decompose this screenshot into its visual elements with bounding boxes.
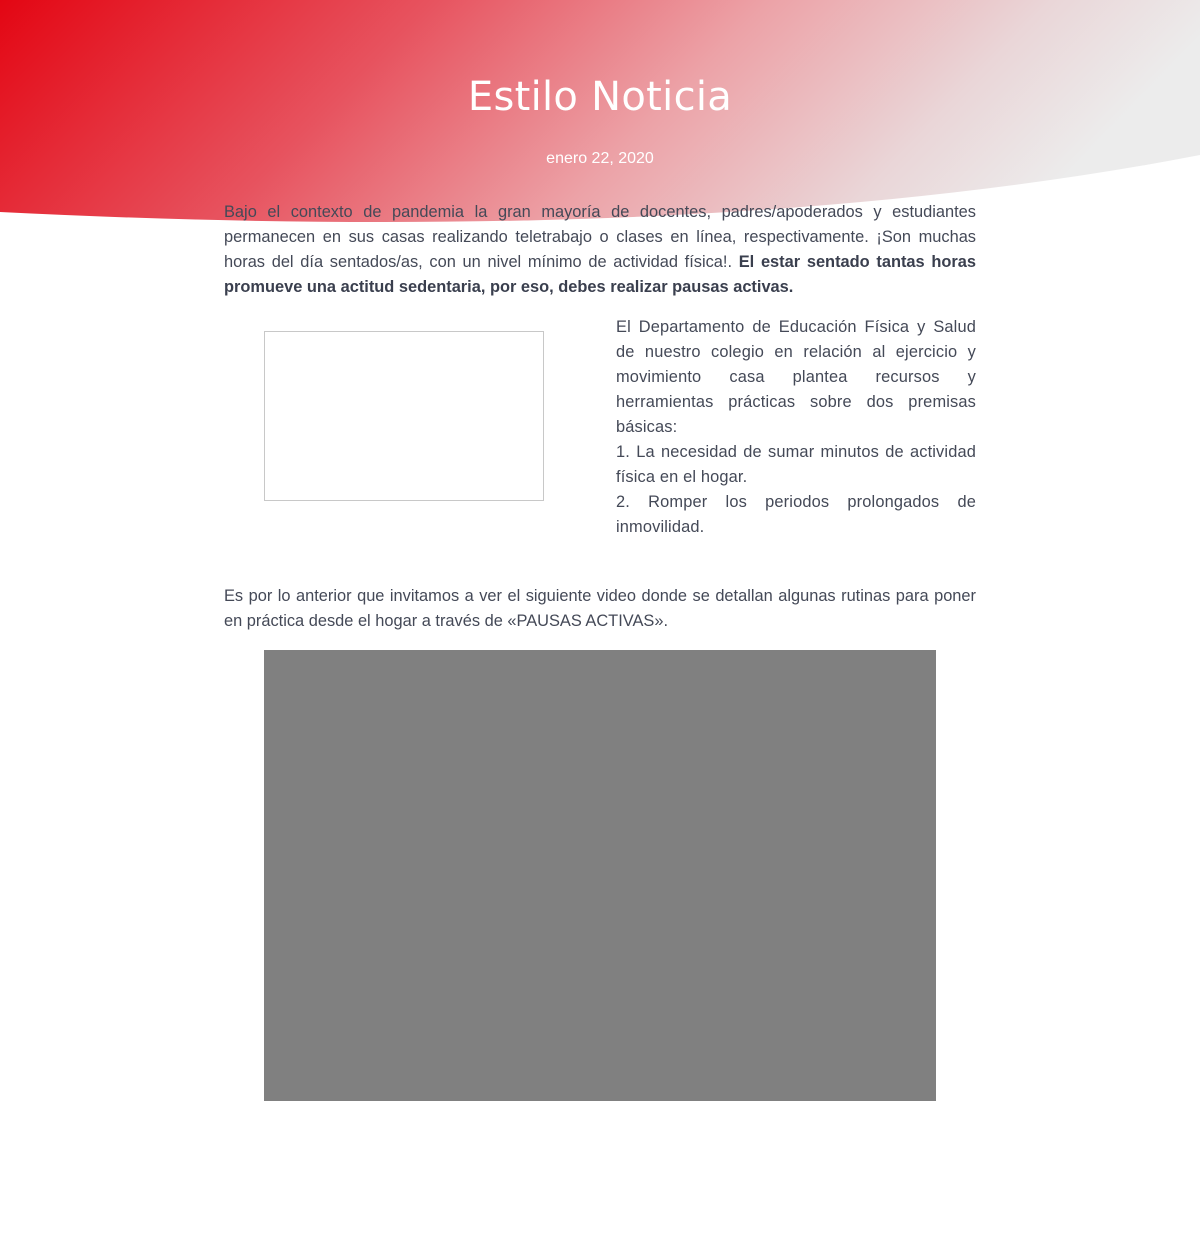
side-text-column xyxy=(616,315,976,540)
video-embed[interactable] xyxy=(264,650,936,1101)
premise-item-1: 1. La necesidad de sumar minutos de actividad física en el hogar. xyxy=(616,443,976,486)
article-body xyxy=(224,200,976,634)
intro-paragraph xyxy=(224,200,976,300)
page-title: Estilo Noticia xyxy=(467,74,733,120)
intro-bold-text: El estar sentado tantas horas promueve una actitud sedentaria, por eso, debes realizar pausas activas. xyxy=(224,253,976,296)
intro-text: Bajo el contexto de pandemia la gran mayoría de docentes, padres/apoderados y estudiantes permanecen en sus casas realizando teletrabajo o clases en línea, respectivamente. ¡Son muchas horas del día sentados/as, con un nivel mínimo de actividad física!. xyxy=(224,203,976,271)
post-date: enero 22, 2020 xyxy=(546,150,654,167)
video-intro-paragraph: Es por lo anterior que invitamos a ver el siguiente video donde se detallan algunas rutinas para poner en práctica desde el hogar a través de «PAUSAS ACTIVAS». xyxy=(224,587,976,630)
article-image xyxy=(264,331,544,501)
image-text-row xyxy=(224,315,976,565)
side-paragraph: El Departamento de Educación Física y Salud de nuestro colegio en relación al ejercicio y movimiento casa plantea recursos y herramientas prácticas sobre dos premisas básicas: xyxy=(616,318,976,436)
premise-item-2: 2. Romper los periodos prolongados de inmovilidad. xyxy=(616,493,976,536)
